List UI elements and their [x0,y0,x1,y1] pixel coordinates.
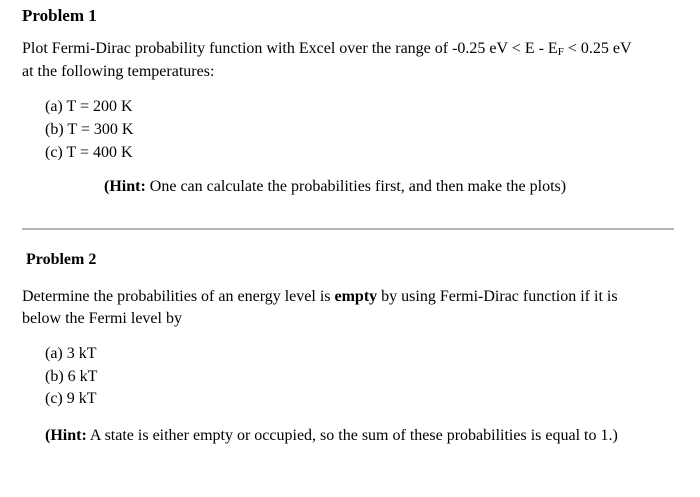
problem1-title: Problem 1 [22,6,97,25]
problem2-item-b: (b) 6 kT [45,368,98,385]
problem1-intro-line1 [22,40,632,58]
problem1-intro-text-a: Plot Fermi-Dirac probability function with Excel over the range of -0.25 eV < E - E [22,40,558,57]
section-divider [22,228,674,230]
problem1-intro-line2: at the following temperatures: [22,63,215,80]
problem2-hint [45,427,618,445]
problem2-hint-label: (Hint: [45,427,87,444]
problem1-hint [104,178,566,196]
problem2-item-c: (c) 9 kT [45,390,97,407]
problem2-intro-bold: empty [334,288,378,305]
problem2-intro-text-b: by using Fermi-Dirac function if it is [377,288,618,305]
problem1-hint-text: One can calculate the probabilities first, and then make the plots) [145,178,567,195]
problem1-item-c: (c) T = 400 K [45,144,133,161]
problem1-intro-text-b: < 0.25 eV [563,40,632,57]
problem2-hint-text: A state is either empty or occupied, so the sum of these probabilities is equal to 1.) [86,427,618,444]
problem2-intro-text-a: Determine the probabilities of an energy level is [22,288,335,305]
problem1-hint-label: (Hint: [104,178,146,195]
problem1-intro-subscript: F [557,46,564,58]
problem1-item-b: (b) T = 300 K [45,121,134,138]
problem1-item-a: (a) T = 200 K [45,98,133,115]
problem2-title: Problem 2 [26,251,97,268]
problem2-intro-line1 [22,288,618,306]
problem2-item-a: (a) 3 kT [45,345,97,362]
problem2-intro-line2: below the Fermi level by [22,310,182,327]
